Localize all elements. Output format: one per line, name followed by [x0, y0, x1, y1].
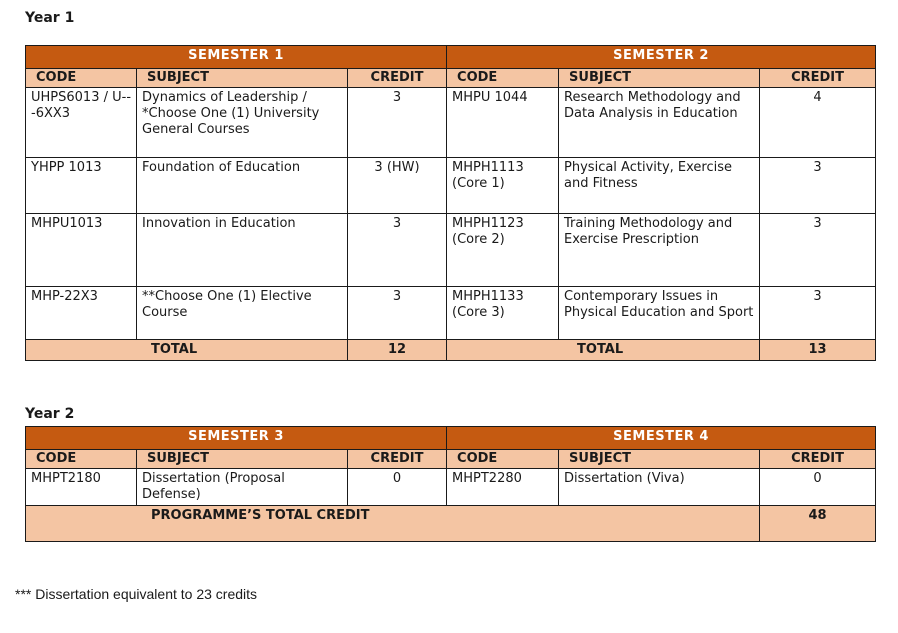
- course-code: UHPS6013 / U---6XX3: [26, 88, 137, 158]
- table-row: [26, 469, 876, 506]
- course-code: MHPU 1044: [447, 88, 559, 158]
- code-column-header: CODE: [26, 450, 137, 469]
- subject-column-header: SUBJECT: [137, 69, 348, 88]
- semester-2-header: SEMESTER 2: [447, 46, 876, 69]
- table-row: [26, 88, 876, 158]
- course-code: MHPU1013: [26, 214, 137, 287]
- course-credit: 3: [760, 214, 876, 287]
- course-subject: Training Methodology and Exercise Prescription: [559, 214, 760, 287]
- total-credit-semester-2: 13: [760, 340, 876, 361]
- course-subject: Research Methodology and Data Analysis in Education: [559, 88, 760, 158]
- course-code: MHPH1123 (Core 2): [447, 214, 559, 287]
- programme-total-credit: 48: [760, 506, 876, 542]
- course-credit: 0: [348, 469, 447, 506]
- course-subject: Innovation in Education: [137, 214, 348, 287]
- year-2-table: [25, 426, 876, 542]
- course-credit: 3 (HW): [348, 158, 447, 214]
- total-label: TOTAL: [447, 340, 760, 361]
- course-credit: 4: [760, 88, 876, 158]
- course-code: MHPT2280: [447, 469, 559, 506]
- course-credit: 3: [348, 287, 447, 340]
- code-column-header: CODE: [447, 69, 559, 88]
- course-credit: 0: [760, 469, 876, 506]
- year-2-heading: Year 2: [25, 406, 75, 422]
- course-subject: **Choose One (1) Elective Course: [137, 287, 348, 340]
- course-subject: Dissertation (Viva): [559, 469, 760, 506]
- course-code: MHPH1113 (Core 1): [447, 158, 559, 214]
- subject-column-header: SUBJECT: [559, 69, 760, 88]
- table-row: [26, 158, 876, 214]
- semester-1-header: SEMESTER 1: [26, 46, 447, 69]
- course-subject: Contemporary Issues in Physical Education and Sport: [559, 287, 760, 340]
- course-subject: Dissertation (Proposal Defense): [137, 469, 348, 506]
- code-column-header: CODE: [447, 450, 559, 469]
- course-credit: 3: [348, 88, 447, 158]
- course-credit: 3: [760, 158, 876, 214]
- dissertation-footnote: *** Dissertation equivalent to 23 credits: [15, 586, 258, 602]
- table-row: [26, 287, 876, 340]
- course-subject: Foundation of Education: [137, 158, 348, 214]
- credit-column-header: CREDIT: [348, 69, 447, 88]
- course-code: MHPT2180: [26, 469, 137, 506]
- table-row: [26, 214, 876, 287]
- credit-column-header: CREDIT: [348, 450, 447, 469]
- semester-4-header: SEMESTER 4: [447, 427, 876, 450]
- year-1-heading: Year 1: [25, 10, 75, 26]
- total-label: TOTAL: [26, 340, 348, 361]
- total-credit-semester-1: 12: [348, 340, 447, 361]
- course-code: YHPP 1013: [26, 158, 137, 214]
- credit-column-header: CREDIT: [760, 450, 876, 469]
- course-code: MHP-22X3: [26, 287, 137, 340]
- course-credit: 3: [348, 214, 447, 287]
- course-subject: Dynamics of Leadership / *Choose One (1) University General Courses: [137, 88, 348, 158]
- subject-column-header: SUBJECT: [137, 450, 348, 469]
- programme-total-label: PROGRAMME’S TOTAL CREDIT: [26, 506, 760, 542]
- code-column-header: CODE: [26, 69, 137, 88]
- credit-column-header: CREDIT: [760, 69, 876, 88]
- year-1-table: [25, 45, 876, 361]
- total-row: [26, 340, 876, 361]
- semester-3-header: SEMESTER 3: [26, 427, 447, 450]
- programme-total-row: [26, 506, 876, 542]
- subject-column-header: SUBJECT: [559, 450, 760, 469]
- course-code: MHPH1133 (Core 3): [447, 287, 559, 340]
- course-credit: 3: [760, 287, 876, 340]
- course-subject: Physical Activity, Exercise and Fitness: [559, 158, 760, 214]
